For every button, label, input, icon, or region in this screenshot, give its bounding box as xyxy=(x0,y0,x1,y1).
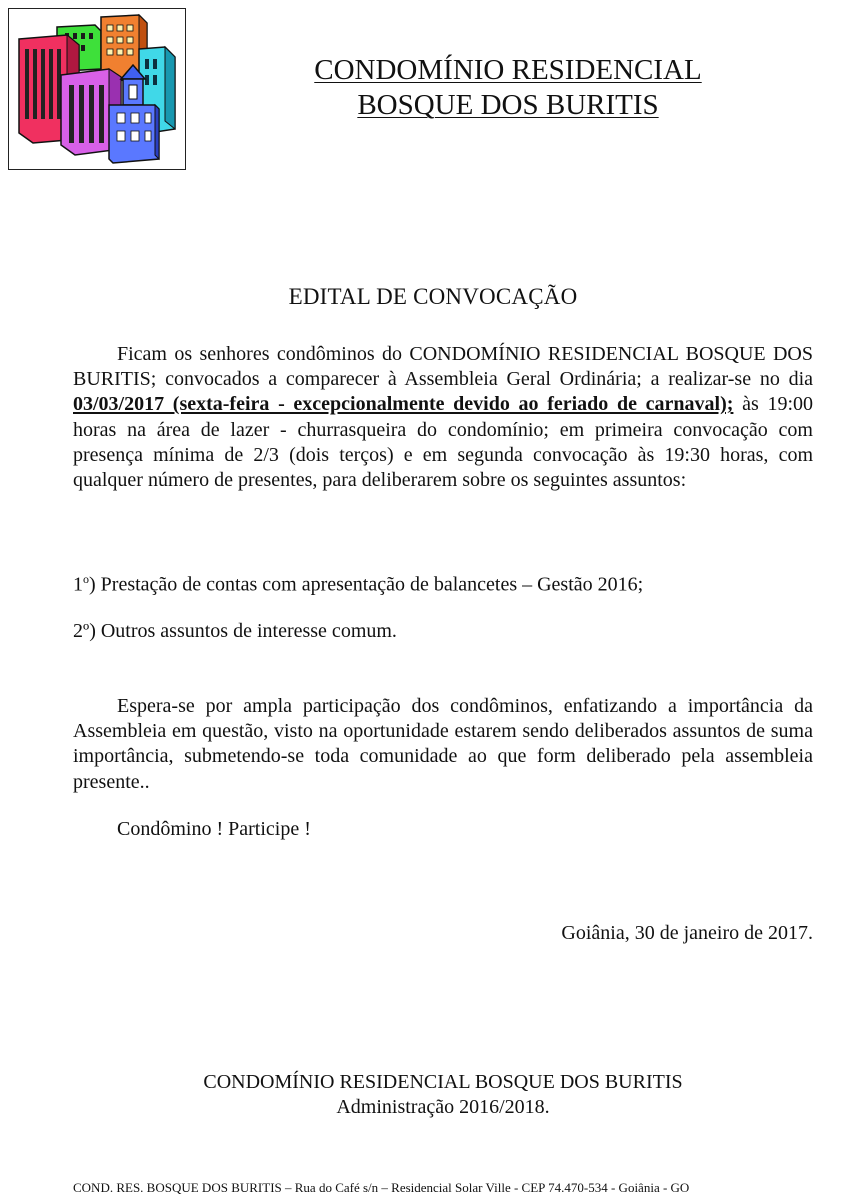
meeting-date-emphasis: 03/03/2017 (sexta-feira - excepcionalmente devido ao feriado de carnaval); xyxy=(73,393,734,416)
buildings-icon xyxy=(9,9,185,169)
document-title: EDITAL DE CONVOCAÇÃO xyxy=(288,284,578,309)
call-to-action: Condômino ! Participe ! xyxy=(117,818,311,840)
date-line: Goiânia, 30 de janeiro de 2017. xyxy=(561,922,813,944)
agenda-item-2: 2º) Outros assuntos de interesse comum. xyxy=(73,620,397,642)
intro-text-after: às 19:00 horas na área de lazer - churrasqueira do condomínio; em primeira convocação com presença mínima de 2/3 (dois terços) e em segunda convocação às 19:30 horas, com qualquer número de presentes, para deliberarem sobre os seguintes assuntos: xyxy=(73,393,813,492)
signature-org: CONDOMÍNIO RESIDENCIAL BOSQUE DOS BURITIS xyxy=(203,1071,683,1093)
header-title-line2: BOSQUE DOS BURITIS xyxy=(357,89,659,121)
logo xyxy=(8,8,186,170)
agenda-item-1-text: ) Prestação de contas com apresentação de balancetes – Gestão 2016; xyxy=(89,573,644,596)
intro-text-before: Ficam os senhores condôminos do CONDOMÍNIO RESIDENCIAL BOSQUE DOS BURITIS; convocados a comparecer à Assembleia Geral Ordinária; a realizar-se no dia xyxy=(73,343,813,391)
agenda-item-1-sup: o xyxy=(83,572,89,586)
intro-paragraph xyxy=(73,342,813,493)
agenda-item-1-num: 1 xyxy=(73,573,83,596)
header-title-line1: CONDOMÍNIO RESIDENCIAL xyxy=(314,54,702,86)
closing-paragraph xyxy=(73,694,813,795)
agenda-item-1 xyxy=(73,567,643,598)
closing-text: Espera-se por ampla participação dos condôminos, enfatizando a importância da Assembleia em questão, visto na oportunidade estarem sendo deliberados assuntos de suma importância, submetendo-se toda comunidade ao que form deliberado pela assembleia presente.. xyxy=(73,695,813,793)
signature-admin: Administração 2016/2018. xyxy=(336,1096,550,1118)
footer-address: COND. RES. BOSQUE DOS BURITIS – Rua do Café s/n – Residencial Solar Ville - CEP 74.470-534 - Goiânia - GO xyxy=(73,1180,690,1195)
